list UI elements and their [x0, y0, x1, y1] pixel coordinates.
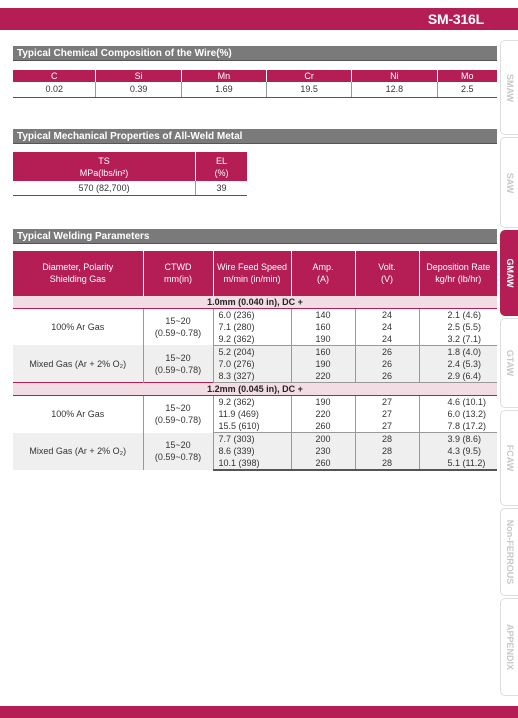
side-tab-label: Non-FERROUS	[504, 519, 515, 585]
table-row	[13, 433, 497, 446]
amp-header-line1: Amp.	[312, 261, 334, 272]
chem-header: Si	[96, 70, 181, 82]
deposition-rate: 4.3 (9.5)	[419, 445, 497, 457]
voltage: 28	[355, 445, 419, 457]
amperage: 190	[291, 395, 355, 408]
voltage: 27	[355, 420, 419, 433]
side-tab-saw[interactable]	[500, 137, 518, 228]
dep-header-line1: Deposition Rate	[426, 261, 491, 272]
voltage: 26	[355, 358, 419, 370]
wire-feed-speed: 9.2 (362)	[213, 395, 291, 408]
chem-value: 12.8	[352, 82, 437, 97]
deposition-rate: 2.4 (5.3)	[419, 358, 497, 370]
side-tab-gmaw[interactable]	[500, 230, 518, 316]
wire-feed-speed: 7.1 (280)	[213, 321, 291, 333]
amperage: 260	[291, 420, 355, 433]
el-header	[196, 152, 247, 181]
wire-feed-speed: 8.6 (339)	[213, 445, 291, 457]
ts-header	[13, 152, 196, 181]
ctwd-line2: (0.59~0.78)	[154, 452, 202, 463]
chemical-value-row	[13, 82, 497, 97]
voltage: 24	[355, 333, 419, 346]
amperage: 140	[291, 308, 355, 321]
voltage: 27	[355, 408, 419, 420]
wfs-header-line2: m/min (in/min)	[223, 273, 281, 284]
side-tab-non-ferrous[interactable]	[500, 508, 518, 596]
voltage: 24	[355, 308, 419, 321]
wfs-header-line1: Wire Feed Speed	[216, 261, 288, 272]
mechanical-value-row	[13, 181, 247, 195]
wire-feed-speed: 5.2 (204)	[213, 345, 291, 358]
shielding-gas: 100% Ar Gas	[13, 395, 143, 432]
amperage: 160	[291, 321, 355, 333]
chem-value: 1.69	[181, 82, 266, 97]
shielding-gas: Mixed Gas (Ar + 2% O₂)	[13, 345, 143, 382]
diameter-row	[13, 295, 497, 308]
deposition-rate: 3.9 (8.6)	[419, 433, 497, 446]
chem-header: Mn	[181, 70, 266, 82]
chem-header: Ni	[352, 70, 437, 82]
deposition-rate: 1.8 (4.0)	[419, 345, 497, 358]
deposition-rate: 2.5 (5.5)	[447, 321, 482, 332]
voltage: 26	[355, 370, 419, 383]
dep-header-line2: kg/hr (lb/hr)	[435, 273, 482, 284]
ctwd-line1: 15~20	[165, 352, 191, 363]
chemical-table	[13, 70, 497, 98]
el-value: 39	[196, 181, 247, 195]
volt-header-line1: Volt.	[378, 261, 396, 272]
amperage: 190	[291, 358, 355, 370]
gas-header	[13, 251, 143, 295]
side-tab-smaw[interactable]	[500, 40, 518, 135]
ts-value: 570 (82,700)	[13, 181, 196, 195]
el-unit: (%)	[214, 167, 229, 178]
ctwd-line2: (0.59~0.78)	[154, 327, 202, 338]
deposition-rate: 2.1 (4.6)	[447, 309, 482, 320]
volt-header-line2: (V)	[381, 273, 393, 284]
table-row	[13, 395, 497, 408]
wfs-header	[213, 251, 291, 295]
amperage: 190	[291, 333, 355, 346]
side-tab-appendix[interactable]	[500, 598, 518, 696]
amperage: 160	[291, 345, 355, 358]
amp-header	[291, 251, 355, 295]
chem-value: 0.02	[13, 82, 96, 97]
mechanical-table	[13, 152, 247, 196]
deposition-rate: 4.6 (10.1)	[447, 396, 487, 407]
wire-feed-speed: 9.2 (362)	[213, 333, 291, 346]
ctwd-header	[143, 251, 213, 295]
side-tab-fcaw[interactable]	[500, 410, 518, 506]
deposition-rate: 6.0 (13.2)	[447, 408, 487, 419]
diameter-row	[13, 382, 497, 395]
chem-header: C	[13, 70, 96, 82]
deposition-rate: 5.1 (11.2)	[419, 457, 497, 470]
welding-header-row	[13, 251, 497, 295]
amperage: 220	[291, 408, 355, 420]
voltage: 24	[355, 321, 419, 333]
side-tab-label: SAW	[504, 172, 515, 193]
chem-value: 0.39	[96, 82, 181, 97]
dep-header	[419, 251, 497, 295]
diameter-label: 1.0mm (0.040 in), DC +	[13, 295, 497, 308]
ts-unit: MPa(lbs/in²)	[79, 167, 129, 178]
deposition-rate: 7.8 (17.2)	[419, 420, 497, 433]
ctwd-value	[143, 345, 213, 382]
voltage: 27	[355, 395, 419, 408]
side-tab-label: GMAW	[504, 258, 515, 288]
chemical-header-row	[13, 70, 497, 82]
product-model: SM-316L	[427, 11, 484, 27]
amp-header-line2: (A)	[317, 273, 329, 284]
voltage: 26	[355, 345, 419, 358]
ctwd-line2: (0.59~0.78)	[154, 364, 202, 375]
amperage: 200	[291, 433, 355, 446]
welding-table	[13, 251, 497, 471]
mechanical-header-row	[13, 152, 247, 181]
side-tab-label: GTAW	[504, 349, 515, 377]
ctwd-line2: (0.59~0.78)	[154, 415, 202, 426]
side-tab-label: SMAW	[504, 73, 515, 102]
gas-header-line2: Shielding Gas	[49, 273, 106, 284]
chem-header: Cr	[267, 70, 352, 82]
wire-feed-speed: 8.3 (327)	[213, 370, 291, 383]
side-tab-label: APPENDIX	[504, 623, 515, 671]
wire-feed-speed: 7.7 (303)	[213, 433, 291, 446]
ctwd-line1: 15~20	[165, 440, 191, 451]
table-row	[13, 308, 497, 321]
wire-feed-speed: 15.5 (610)	[213, 420, 291, 433]
table-row	[13, 345, 497, 358]
chem-value: 19.5	[267, 82, 352, 97]
welding-section-title: Typical Welding Parameters	[13, 229, 497, 244]
ctwd-value	[143, 308, 213, 345]
wire-feed-speed: 6.0 (236)	[213, 308, 291, 321]
amperage: 260	[291, 457, 355, 470]
voltage: 28	[355, 433, 419, 446]
side-tab-label: FCAW	[504, 444, 515, 472]
footer-bar	[0, 706, 518, 718]
chem-header: Mo	[437, 70, 497, 82]
deposition-rate: 2.9 (6.4)	[419, 370, 497, 383]
ctwd-value	[143, 433, 213, 471]
amperage: 220	[291, 370, 355, 383]
ctwd-header-line1: CTWD	[164, 261, 192, 272]
ctwd-line1: 15~20	[165, 315, 191, 326]
voltage: 28	[355, 457, 419, 470]
deposition-rate: 3.2 (7.1)	[419, 333, 497, 346]
ts-label: TS	[98, 155, 110, 166]
ctwd-header-line2: mm(in)	[164, 273, 192, 284]
diameter-label: 1.2mm (0.045 in), DC +	[13, 382, 497, 395]
wire-feed-speed: 10.1 (398)	[213, 457, 291, 470]
amperage: 230	[291, 445, 355, 457]
el-label: EL	[216, 155, 228, 166]
shielding-gas: Mixed Gas (Ar + 2% O₂)	[13, 433, 143, 471]
mechanical-section-title: Typical Mechanical Properties of All-Weld Metal	[13, 129, 497, 144]
volt-header	[355, 251, 419, 295]
ctwd-value	[143, 395, 213, 432]
side-tab-gtaw[interactable]	[500, 318, 518, 408]
chemical-section-title: Typical Chemical Composition of the Wire(%)	[13, 46, 497, 61]
shielding-gas: 100% Ar Gas	[13, 308, 143, 345]
gas-header-line1: Diameter, Polarity	[42, 261, 114, 272]
wire-feed-speed: 7.0 (276)	[213, 358, 291, 370]
chem-value: 2.5	[437, 82, 497, 97]
wire-feed-speed: 11.9 (469)	[213, 408, 291, 420]
ctwd-line1: 15~20	[165, 403, 191, 414]
